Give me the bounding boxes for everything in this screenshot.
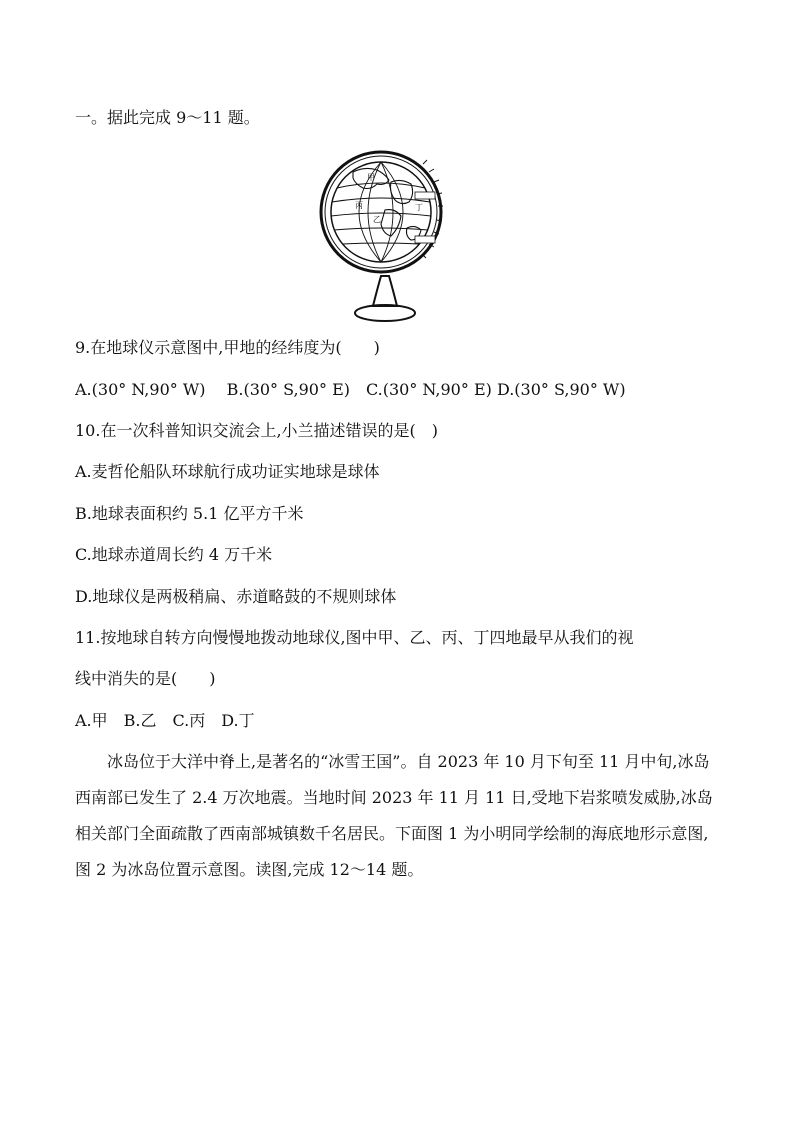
- question-10-option-d: D.地球仪是两极稍扁、赤道略鼓的不规则球体: [75, 587, 397, 606]
- question-9-options: A.(30° N,90° W) B.(30° S,90° E) C.(30° N,90° E) D.(30° S,90° W): [75, 380, 626, 399]
- svg-text:丙: 丙: [355, 201, 363, 210]
- svg-text:丁: 丁: [415, 203, 423, 212]
- question-11-stem-line2: 线中消失的是( ): [75, 669, 216, 688]
- question-9-stem: 9.在地球仪示意图中,甲地的经纬度为( ): [75, 338, 380, 357]
- passage-text: 冰岛位于大洋中脊上,是著名的“冰雪王国”。自 2023 年 10 月下旬至 11 月中旬,冰岛西南部已发生了 2.4 万次地震。当地时间 2023 年 11 月 11 日,受地下岩浆喷发威胁,冰岛相关部门全面疏散了西南部城镇数千名居民。下面图 1 为小明同学绘制的海底地形示意图,图 2 为冰岛位置示意图。读图,完成 12～14 题。: [75, 752, 713, 879]
- question-11-options: A.甲 B.乙 C.丙 D.丁: [75, 711, 255, 730]
- passage-paragraph: [75, 744, 720, 888]
- globe-illustration: [315, 150, 455, 325]
- question-11-stem-line1: 11.按地球自转方向慢慢地拨动地球仪,图中甲、乙、丙、丁四地最早从我们的视: [75, 628, 634, 647]
- question-10-option-c: C.地球赤道周长约 4 万千米: [75, 545, 273, 564]
- svg-text:乙: 乙: [373, 215, 381, 224]
- intro-text: 一。据此完成 9～11 题。: [75, 108, 260, 127]
- question-10-stem: 10.在一次科普知识交流会上,小兰描述错误的是( ): [75, 421, 439, 440]
- svg-text:甲: 甲: [367, 173, 375, 182]
- question-10-option-b: B.地球表面积约 5.1 亿平方千米: [75, 504, 304, 523]
- question-10-option-a: A.麦哲伦船队环球航行成功证实地球是球体: [75, 462, 380, 481]
- globe-figure: [315, 150, 455, 325]
